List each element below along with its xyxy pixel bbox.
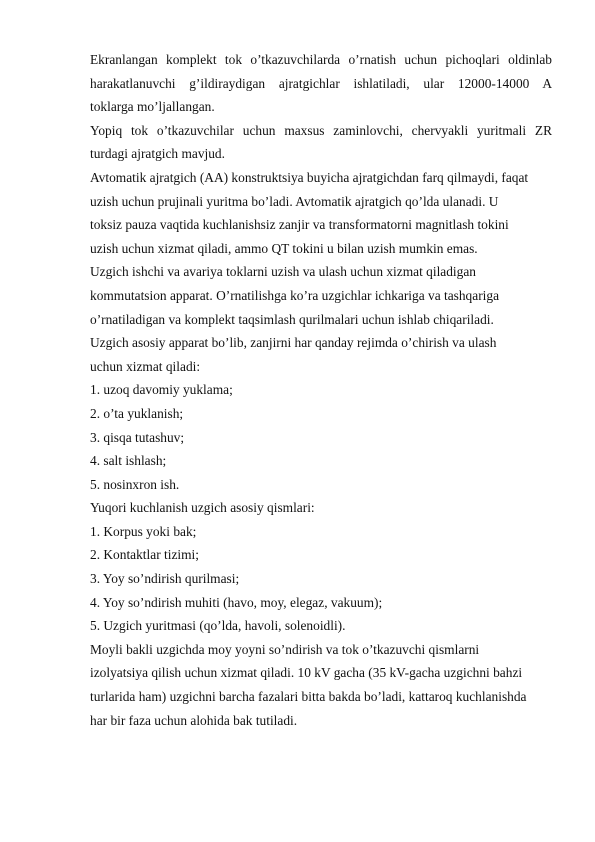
text-line: toklarga mo’ljallangan. [90,99,215,115]
body-text [90,48,552,732]
text-line: turlarida ham) uzgichni barcha fazalari bitta bakda bo’ladi, kattaroq kuchlanishda [90,689,527,705]
text-line: Yopiq tok o’tkazuvchilar uchun maxsus zaminlovchi, chervyakli yuritmali ZR [90,122,552,138]
text-line: uzish uchun xizmat qiladi, ammo QT tokini u bilan uzish mumkin emas. [90,240,478,256]
text-line: uchun xizmat qiladi: [90,358,201,374]
list-item: 1. uzoq davomiy yuklama; [90,382,233,398]
text-line: Uzgich asosiy apparat bo’lib, zanjirni har qanday rejimda o’chirish va ulash [90,335,497,351]
text-line: Avtomatik ajratgich (AA) konstruktsiya buyicha ajratgichdan farq qilmaydi, faqat [90,169,529,185]
text-line: kommutatsion apparat. O’rnatilishga ko’ra uzgichlar ichkariga va tashqariga [90,287,500,303]
list-item: 1. Korpus yoki bak; [90,523,197,539]
text-line: o’rnatiladigan va komplekt taqsimlash qurilmalari uchun ishlab chiqariladi. [90,311,494,327]
list-item: 5. Uzgich yuritmasi (qo’lda, havoli, solenoidli). [90,618,346,634]
text-line: Uzgich ishchi va avariya toklarni uzish va ulash uchun xizmat qiladigan [90,264,476,280]
list-item: 3. Yoy so’ndirish qurilmasi; [90,571,240,587]
text-line: uzish uchun prujinali yuritma bo’ladi. Avtomatik ajratgich qo’lda ulanadi. U [90,193,499,209]
list-item: 5. nosinxron ish. [90,476,180,492]
text-line: turdagi ajratgich mavjud. [90,146,225,162]
text-line: harakatlanuvchi g’ildiraydigan ajratgichlar ishlatiladi, ular 12000-14000 A [90,75,552,91]
list-item: 4. salt ishlash; [90,453,167,469]
text-line: Yuqori kuchlanish uzgich asosiy qismlari: [90,500,315,516]
text-line: Ekranlangan komplekt tok o’tkazuvchilarda o’rnatish uchun pichoqlari oldinlab [90,52,552,67]
text-line: toksiz pauza vaqtida kuchlanishsiz zanjir va transformatorni magnitlash tokini [90,217,509,233]
list-item: 4. Yoy so’ndirish muhiti (havo, moy, elegaz, vakuum); [90,594,383,610]
text-line: Moyli bakli uzgichda moy yoyni so’ndirish va tok o’tkazuvchi qismlarni [90,641,480,657]
list-item: 2. Kontaktlar tizimi; [90,547,199,563]
text-line: izolyatsiya qilish uchun xizmat qiladi. 10 kV gacha (35 kV-gacha uzgichni bahzi [90,665,523,681]
list-item: 2. o’ta yuklanish; [90,405,184,421]
text-line: har bir faza uchun alohida bak tutiladi. [90,712,298,728]
list-item: 3. qisqa tutashuv; [90,429,185,445]
